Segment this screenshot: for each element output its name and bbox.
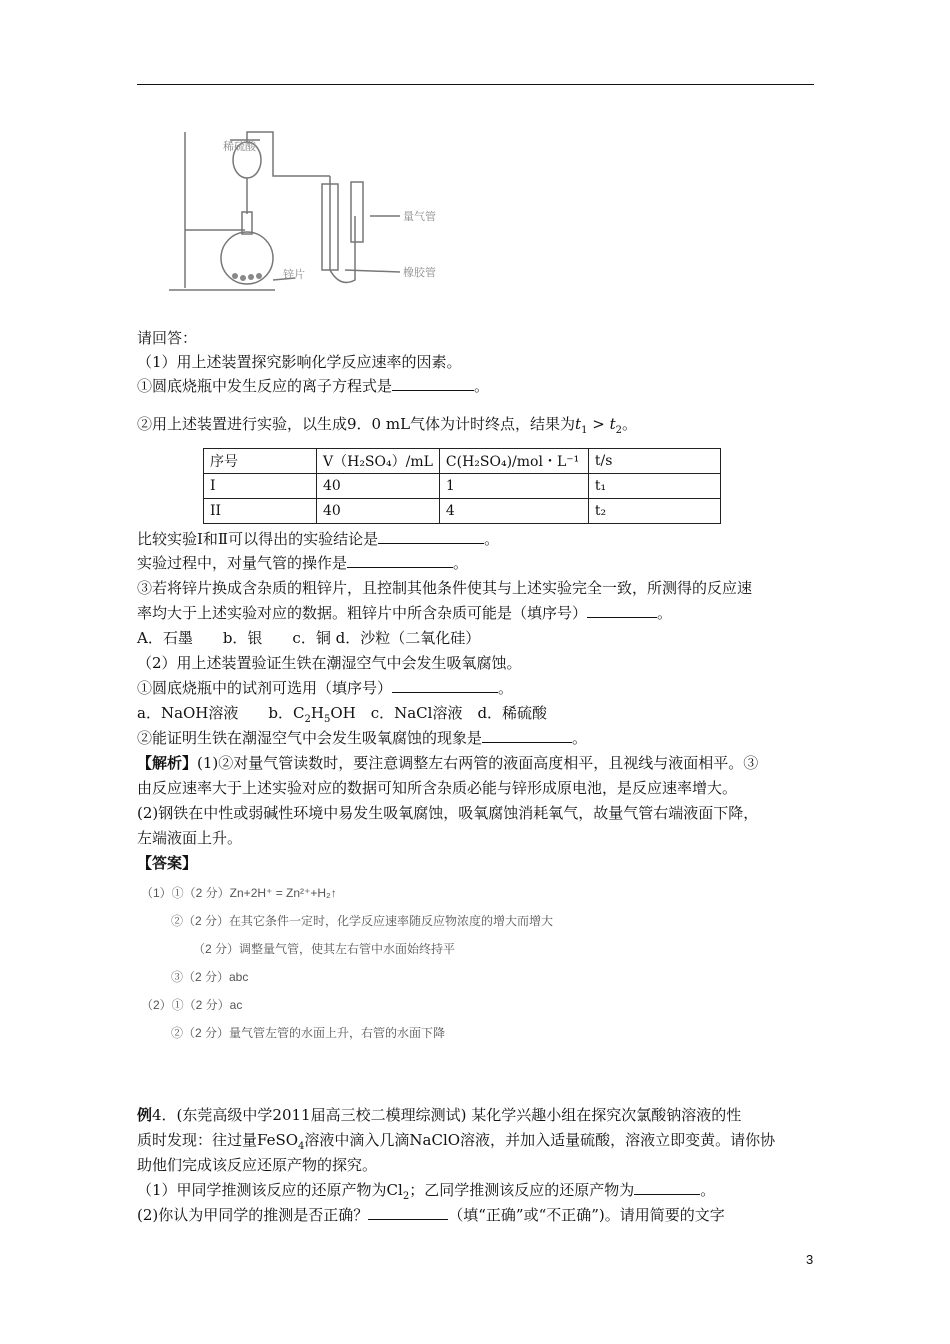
- text-line: （1）用上述装置探究影响化学反应速率的因素。: [137, 353, 462, 371]
- table-cell: 40: [317, 474, 440, 499]
- text-line: a．NaOH溶液 b．$C_2H_5OH$ c．NaCl溶液 d．稀硫酸: [137, 704, 548, 725]
- text-line: (2)钢铁在中性或弱碱性环境中易发生吸氧腐蚀，吸氧腐蚀消耗氧气，故量气管右端液面下降，: [137, 804, 759, 822]
- answer-blank: [392, 376, 474, 391]
- header-rule: [137, 84, 814, 85]
- text-line: ②能证明生铁在潮湿空气中会发生吸氧腐蚀的现象是 。: [137, 729, 588, 747]
- table-row: [204, 499, 721, 524]
- table-header-cell: t/s: [588, 449, 720, 474]
- text-line: (2)你认为甲同学的推测是否正确？ （填“正确”或“不正确”)。请用简要的文字: [137, 1206, 725, 1224]
- text-line: 【答案】: [137, 854, 198, 872]
- text-line: 由反应速率大于上述实验对应的数据可知所含杂质必能与锌形成原电池，是反应速率增大。: [137, 779, 738, 797]
- table-header-cell: 序号: [204, 449, 317, 474]
- table-cell: II: [204, 499, 317, 524]
- text-line: （2）用上述装置验证生铁在潮湿空气中会发生吸氧腐蚀。: [137, 654, 522, 672]
- table-cell: 1: [439, 474, 588, 499]
- answer-blank: [347, 553, 453, 568]
- table-header-cell: V（H₂SO₄）/mL: [317, 449, 440, 474]
- text-line: ②用上述装置进行实验，以生成9．0 mL气体为计时终点，结果为$t_1 > t_2$。: [137, 415, 637, 436]
- answer-blank: [482, 728, 572, 743]
- table-cell: I: [204, 474, 317, 499]
- answer-line: ③（2 分）abc: [171, 970, 249, 984]
- answer-blank: [587, 603, 657, 618]
- answer-line: （1）①（2 分）Zn+2H⁺ = Zn²⁺+H₂↑: [141, 886, 337, 900]
- text-line: ①圆底烧瓶中的试剂可选用（填序号） 。: [137, 679, 514, 697]
- label-gas-tube: 量气管: [403, 210, 436, 223]
- table-cell: t₁: [588, 474, 720, 499]
- apparatus-figure: [155, 120, 455, 300]
- text-line: 比较实验Ⅰ和Ⅱ可以得出的实验结论是 。: [137, 530, 500, 548]
- text-line: （1）甲同学推测该反应的还原产物为$Cl_2$；乙同学推测该反应的还原产物为 。: [137, 1181, 716, 1202]
- table-header-cell: C(H₂SO₄)/mol・L⁻¹: [439, 449, 588, 474]
- data-table: [203, 448, 721, 524]
- answer-image: [137, 878, 657, 1038]
- text-line: 实验过程中，对量气管的操作是 。: [137, 554, 469, 572]
- table-row: [204, 474, 721, 499]
- round-flask: [221, 232, 273, 284]
- text-line: 率均大于上述实验对应的数据。粗锌片中所含杂质可能是（填序号） 。: [137, 604, 673, 622]
- answer-blank: [368, 1205, 448, 1220]
- text-line: 助他们完成该反应还原产物的探究。: [137, 1156, 378, 1174]
- text-line: 请回答：: [137, 329, 198, 347]
- answer-blank: [378, 529, 484, 544]
- text-line: 质时发现：往过量FeSO$_4$溶液中滴入几滴NaClO溶液，并加入适量硫酸，溶液立即变黄。请你协: [137, 1131, 776, 1152]
- answer-line: ②（2 分）在其它条件一定时，化学反应速率随反应物浓度的增大而增大: [171, 914, 554, 928]
- answer-blank: [392, 678, 498, 693]
- table-header-row: [204, 449, 721, 474]
- answer-line: （2）①（2 分）ac: [141, 998, 243, 1012]
- table-cell: t₂: [588, 499, 720, 524]
- answer-line: （2 分）调整量气管，使其左右管中水面始终持平: [193, 942, 456, 956]
- page-number: 3: [806, 1252, 814, 1267]
- table-cell: 40: [317, 499, 440, 524]
- table-cell: 4: [439, 499, 588, 524]
- text-line: A．石墨 b．银 c．铜 d．沙粒（二氧化硅）: [137, 629, 481, 647]
- label-zinc: 锌片: [283, 268, 305, 281]
- label-acid: 稀硫酸: [223, 140, 256, 153]
- answer-blank: [634, 1180, 700, 1195]
- text-line: 例4．(东莞高级中学2011届高三校二模理综测试) 某化学兴趣小组在探究次氯酸钠溶液的性: [137, 1106, 742, 1124]
- text-line: 左端液面上升。: [137, 829, 243, 847]
- text-line: ①圆底烧瓶中发生反应的离子方程式是 。: [137, 377, 490, 395]
- leveling-tube: [351, 182, 363, 242]
- answer-line: ②（2 分）量气管左管的水面上升，右管的水面下降: [171, 1026, 446, 1040]
- text-line: ③若将锌片换成含杂质的粗锌片，且控制其他条件使其与上述实验完全一致，所测得的反应速: [137, 579, 753, 597]
- label-rubber-tube: 橡胶管: [403, 266, 436, 279]
- text-line: 【解析】(1)②对量气管读数时，要注意调整左右两管的液面高度相平，且视线与液面相平。③: [137, 754, 759, 772]
